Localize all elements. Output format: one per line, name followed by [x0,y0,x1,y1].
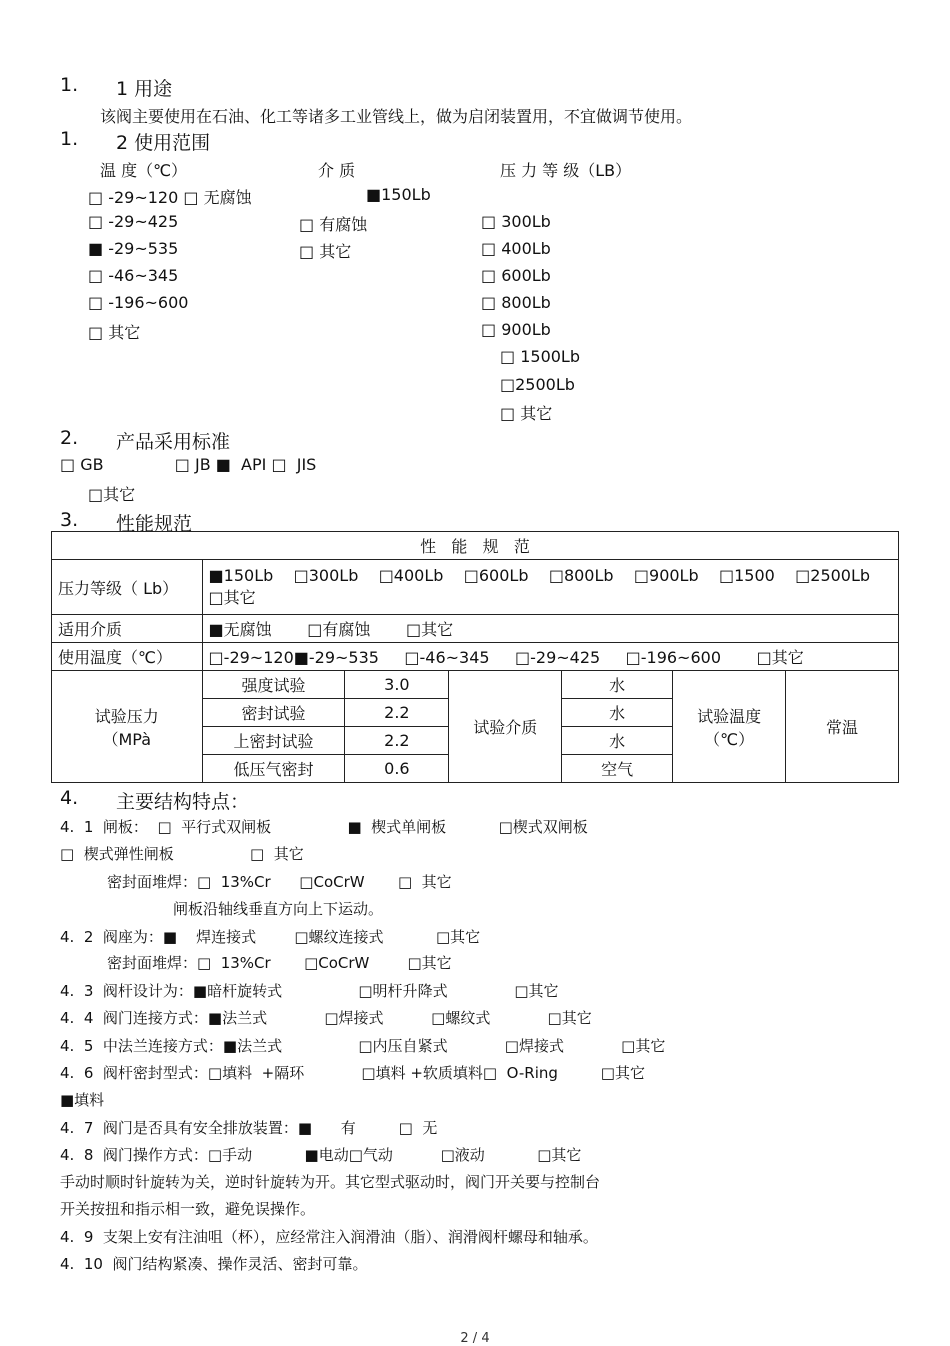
pressure-option: □ 300Lb [481,212,551,231]
pressure-option: ■150Lb [366,185,431,204]
test-name: 强度试验 [202,671,345,699]
temp-option: ■ -29~535 [88,239,179,258]
row-label-pressure: 压力等级（ Lb） [52,560,203,615]
test-temperature-label [673,671,786,783]
temp-option: □ -29~425 [88,212,179,231]
structure-line: 4. 1 闸板： □ 平行式双闸板 ■ 楔式单闸板 □楔式双闸板 [60,818,588,836]
section-1-1-number: 1. [60,74,79,96]
test-medium: 水 [562,671,673,699]
section-2-number: 2. [60,427,79,449]
row-value-temperature: □-29~120■-29~535 □-46~345 □-29~425 □-196~600 □其它 [202,643,898,671]
test-value: 2.2 [345,727,449,755]
structure-line: 密封面堆焊：□ 13%Cr □CoCrW □ 其它 [107,873,452,891]
structure-line: ■填料 [60,1091,105,1109]
test-value: 0.6 [345,755,449,783]
test-value: 3.0 [345,671,449,699]
row-value-medium: ■无腐蚀 □有腐蚀 □其它 [202,615,898,643]
test-name: 密封试验 [202,699,345,727]
purpose-text: 该阀主要使用在石油、化工等诸多工业管线上，做为启闭装置用，不宜做调节使用。 [100,107,693,126]
test-name: 上密封试验 [202,727,345,755]
test-medium-label: 试验介质 [449,671,562,783]
temp-option: □ -29~120 □ 无腐蚀 [88,188,252,207]
pressure-option: □ 900Lb [481,320,551,339]
structure-line: 手动时顺时针旋转为关，逆时针旋转为开。其它型式驱动时，阀门开关要与控制台 [60,1173,601,1191]
row-value-pressure [202,560,898,615]
structure-line: 4. 10 阀门结构紧凑、操作灵活、密封可靠。 [60,1255,368,1273]
section-1-2-number: 1. [60,128,79,150]
pressure-option: □ 400Lb [481,239,551,258]
structure-line: 4. 7 阀门是否具有安全排放装置：■ 有 □ 无 [60,1119,438,1137]
pressure-values-line: ■150Lb □300Lb □400Lb □600Lb □800Lb □900Lb □1500 □2500Lb [208,566,871,585]
structure-line: 4. 5 中法兰连接方式：■法兰式 □内压自紧式 □焊接式 □其它 [60,1037,666,1055]
performance-spec-table [51,531,899,783]
section-2-title: 产品采用标准 [116,431,231,453]
temp-option: □ -46~345 [88,266,179,285]
structure-line: 4. 4 阀门连接方式：■法兰式 □焊接式 □螺纹式 □其它 [60,1009,592,1027]
section-3-title: 性能规范 [116,513,193,535]
section-4-number: 4. [60,787,79,809]
test-name: 低压气密封 [202,755,345,783]
test-pressure-label-line1: 试验压力 [94,706,159,726]
pressure-option: □ 600Lb [481,266,551,285]
pressure-option: □ 800Lb [481,293,551,312]
temp-option: □ -196~600 [88,293,189,312]
page-number: 2 / 4 [460,1331,490,1346]
structure-line: 4. 9 支架上安有注油咀（杯），应经常注入润滑油（脂）、润滑阀杆螺母和轴承。 [60,1228,598,1246]
test-medium: 水 [562,699,673,727]
medium-option: □ 其它 [299,242,352,261]
test-medium: 水 [562,727,673,755]
structure-line: 闸板沿轴线垂直方向上下运动。 [173,900,384,918]
row-label-medium: 适用介质 [52,615,203,643]
structure-line: 密封面堆焊：□ 13%Cr □CoCrW □其它 [107,954,452,972]
column-header-medium: 介 质 [318,161,356,180]
column-header-temperature: 温 度（℃） [100,161,188,180]
pressure-values-other: □其它 [208,588,256,607]
test-temperature-label-line2: （℃） [704,729,755,749]
test-medium: 空气 [562,755,673,783]
medium-option: □ 有腐蚀 [299,215,368,234]
structure-line: 4. 8 阀门操作方式：□手动 ■电动□气动 □液动 □其它 [60,1146,582,1164]
table-title: 性 能 规 范 [52,532,899,560]
test-value: 2.2 [345,699,449,727]
section-3-number: 3. [60,509,79,531]
section-1-2-title: 2 使用范围 [116,132,211,154]
test-temperature-label-line1: 试验温度 [697,706,762,726]
pressure-option: □2500Lb [500,375,575,394]
structure-line: 开关按扭和指示相一致，避免误操作。 [60,1200,316,1218]
column-header-pressure: 压 力 等 级（LB） [500,161,632,180]
pressure-option: □ 1500Lb [500,347,580,366]
structure-line: 4. 3 阀杆设计为：■暗杆旋转式 □明杆升降式 □其它 [60,982,559,1000]
section-4-title: 主要结构特点： [116,791,250,813]
structure-line: □ 楔式弹性闸板 □ 其它 [60,845,304,863]
standards-line: □ GB □ JB ■ API □ JIS [60,455,317,474]
test-pressure-label-line2: （MPà [102,729,152,749]
section-1-1-title: 1 用途 [116,78,173,100]
structure-line: 4. 2 阀座为：■ 焊连接式 □螺纹连接式 □其它 [60,928,481,946]
temp-option: □ 其它 [88,323,141,342]
standards-other: □其它 [88,485,136,504]
row-label-temperature: 使用温度（℃） [52,643,203,671]
test-pressure-label [52,671,203,783]
structure-line: 4. 6 阀杆密封型式：□填料 +隔环 □填料 +软质填料□ O-Ring □其它 [60,1064,645,1082]
pressure-option: □ 其它 [500,404,553,423]
test-temperature-value: 常温 [786,671,899,783]
